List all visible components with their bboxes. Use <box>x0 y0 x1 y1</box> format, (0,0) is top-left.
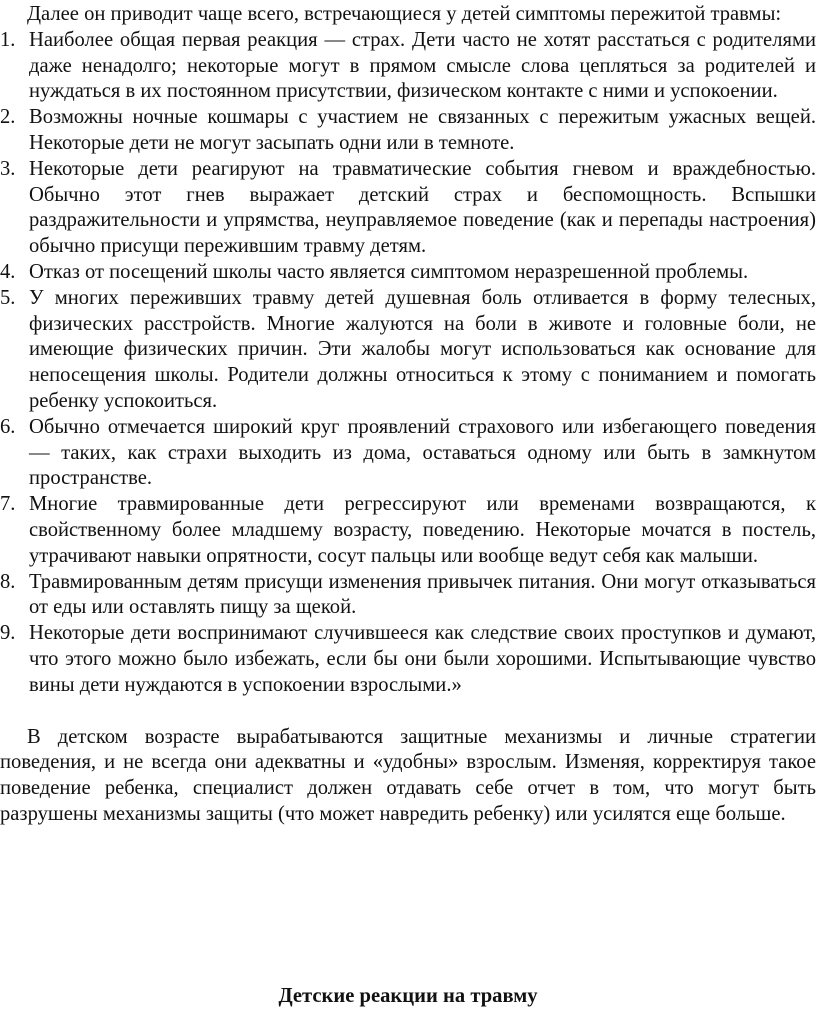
list-item-number: 7. <box>0 493 16 516</box>
list-item-number: 1. <box>0 28 16 51</box>
list-item-text: Возможны ночные кошмары с участием не связанных с пережитым ужасных вещей. Некоторые дети не могут засыпать одни или в темноте. <box>29 106 816 154</box>
list-item-text: Отказ от посещений школы часто является симптомом неразрешенной проблемы. <box>29 260 749 283</box>
list-item-text: Наиболее общая первая реакция — страх. Дети часто не хотят расстаться с родителями даже ненадолго; некоторые могут в прямом смысле слова цепляться за родителей и нуждаться в их постоянном присутствии, физическом контакте с ними и успокоении. <box>29 28 816 103</box>
list-item <box>0 492 816 569</box>
list-item-text: У многих переживших травму детей душевная боль отливается в форму телесных, физических расстройств. Многие жалуются на боли в животе и головные боли, не имеющие физических причин. Эти жалобы могут использоваться как основание для непосещения школы. Родители должны относиться к этому с пониманием и помогать ребенку успокоиться. <box>29 286 816 412</box>
list-item-text: Травмированным детям присущи изменения привычек питания. Они могут отказываться от еды или оставлять пищу за щекой. <box>29 570 816 619</box>
intro-paragraph: Далее он приводит чаще всего, встречающиеся у детей симптомы пережитой травмы: <box>27 3 782 25</box>
symptom-list <box>0 28 816 699</box>
list-item <box>0 105 816 157</box>
list-item-number: 3. <box>0 157 16 180</box>
list-item <box>0 260 816 286</box>
list-item-number: 4. <box>0 260 16 283</box>
closing-paragraph: В детском возрасте вырабатываются защитные механизмы и личные стратегии поведения, и не всегда они адекватны и «удобны» взрослым. Изменяя, корректируя такое поведение ребенка, специалист должен отдавать себе отчет в том, что могут быть разрушены механизмы защиты (что может навредить ребенку) или усилятся еще больше. <box>0 725 816 825</box>
list-item-number: 5. <box>0 286 16 309</box>
list-item-text: Обычно отмечается широкий круг проявлений страхового или избегающего поведения — таких, как страхи выходить из дома, оставаться одному или быть в замкнутом пространстве. <box>29 415 816 490</box>
list-item <box>0 570 816 622</box>
list-item-number: 8. <box>0 570 16 593</box>
list-item <box>0 28 816 105</box>
document-body <box>0 2 816 828</box>
list-item <box>0 415 816 492</box>
list-item <box>0 157 816 260</box>
section-heading: Детские реакции на травму <box>278 985 538 1007</box>
list-item <box>0 621 816 698</box>
list-item <box>0 286 816 415</box>
paragraph-spacer <box>0 699 816 725</box>
list-item-number: 2. <box>0 106 16 129</box>
list-item-text: Некоторые дети воспринимают случившееся как следствие своих проступков и думают, что этого можно было избежать, если бы они были хорошими. Испытывающие чувство вины дети нуждаются в успокоении взрослыми.» <box>29 622 816 696</box>
list-item-number: 9. <box>0 622 16 645</box>
list-item-text: Некоторые дети реагируют на травматические события гневом и враждебностью. Обычно этот гнев выражает детский страх и беспомощность. Вспышки раздражительности и упрямства, неуправляемое поведение (как и перепады настроения) обычно присущи пережившим травму детям. <box>29 157 816 258</box>
list-item-text: Многие травмированные дети регрессируют или временами возвращаются, к свойственному более младшему возрасту, поведению. Некоторые мочатся в постель, утрачивают навыки опрятности, сосут пальцы или вообще ведут себя как малыши. <box>29 493 816 567</box>
list-item-number: 6. <box>0 415 16 438</box>
